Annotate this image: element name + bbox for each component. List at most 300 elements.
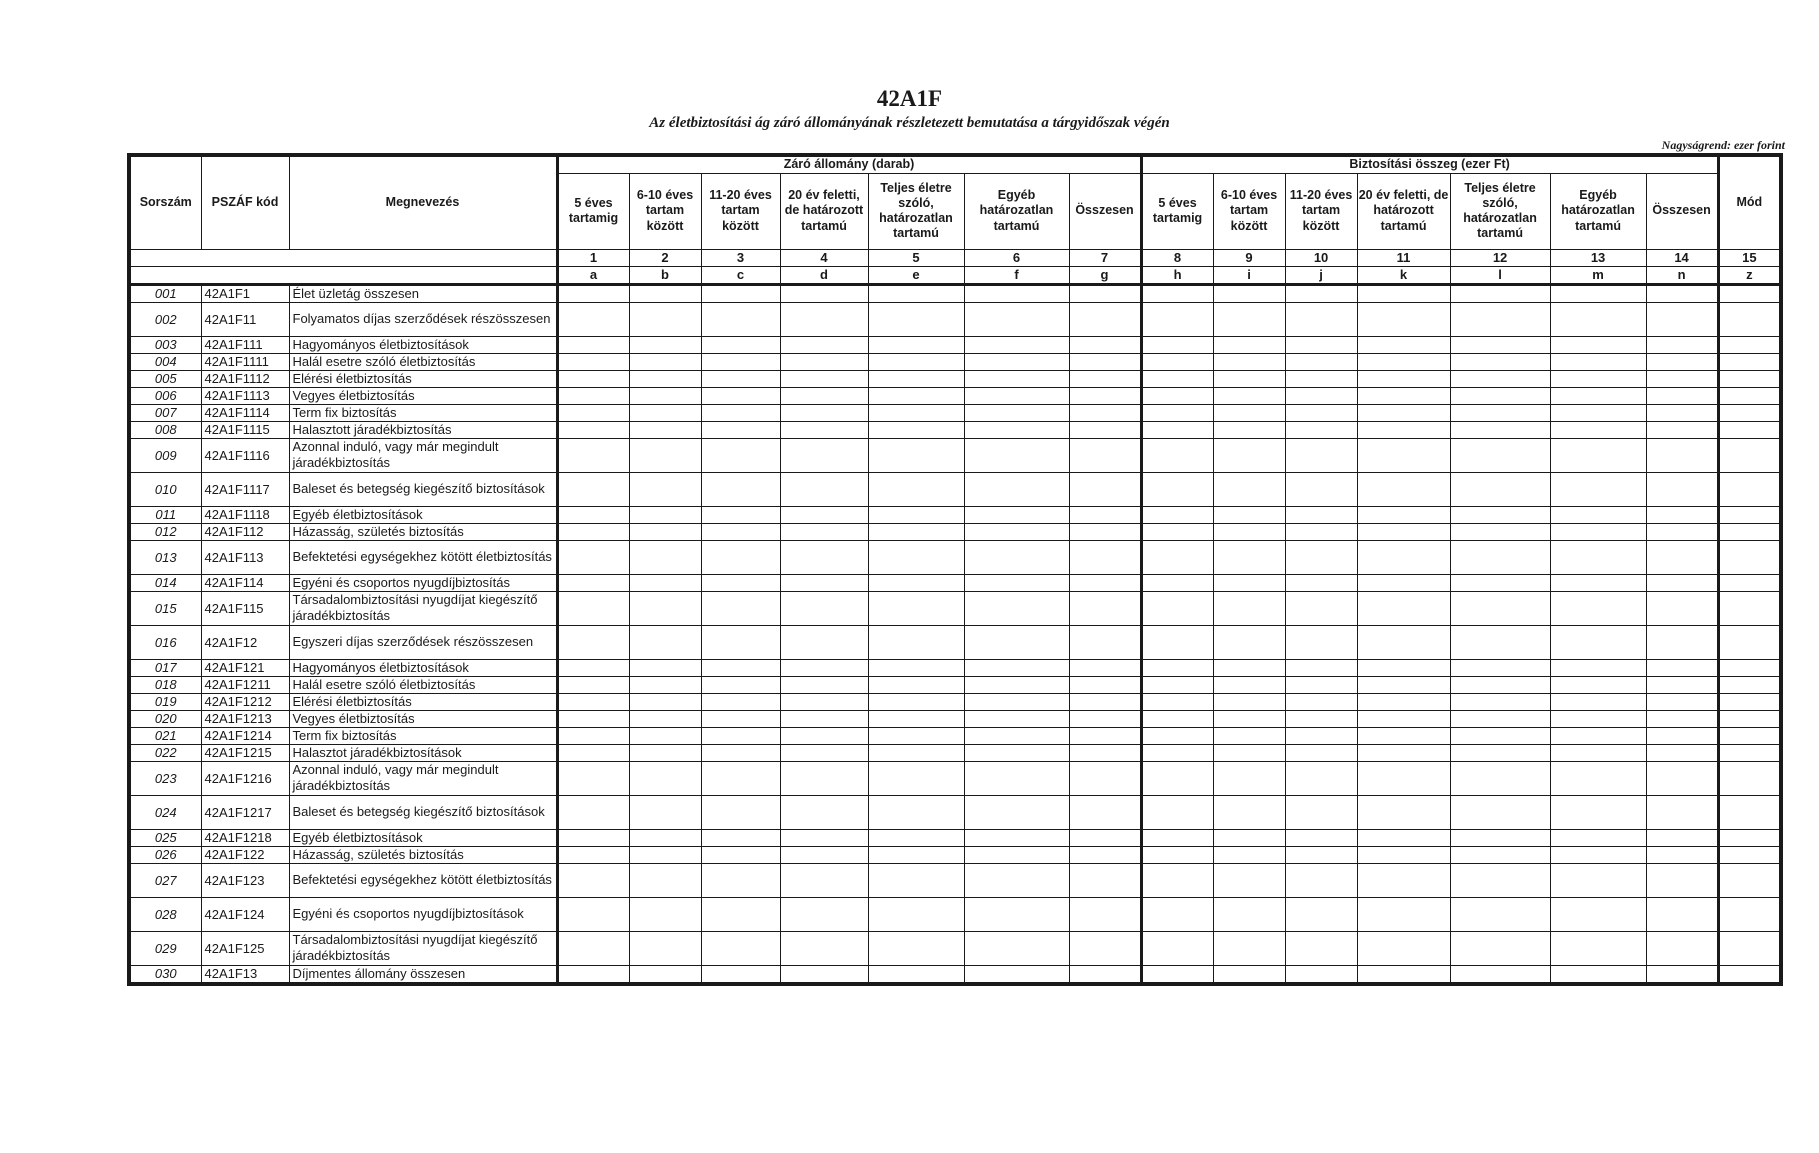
value-cell[interactable] (629, 659, 701, 676)
value-cell[interactable] (1718, 846, 1781, 863)
value-cell[interactable] (557, 676, 629, 693)
value-cell[interactable] (1285, 897, 1357, 931)
value-cell[interactable] (557, 897, 629, 931)
value-cell[interactable] (629, 353, 701, 370)
value-cell[interactable] (1550, 863, 1646, 897)
value-cell[interactable] (1718, 829, 1781, 846)
value-cell[interactable] (1357, 863, 1450, 897)
value-cell[interactable] (701, 693, 780, 710)
value-cell[interactable] (1718, 727, 1781, 744)
value-cell[interactable] (1357, 421, 1450, 438)
value-cell[interactable] (1285, 353, 1357, 370)
value-cell[interactable] (868, 404, 964, 421)
value-cell[interactable] (557, 472, 629, 506)
value-cell[interactable] (1550, 387, 1646, 404)
value-cell[interactable] (1141, 404, 1213, 421)
value-cell[interactable] (868, 863, 964, 897)
value-cell[interactable] (1450, 387, 1550, 404)
value-cell[interactable] (557, 421, 629, 438)
value-cell[interactable] (780, 863, 868, 897)
value-cell[interactable] (701, 523, 780, 540)
value-cell[interactable] (1718, 591, 1781, 625)
value-cell[interactable] (1213, 472, 1285, 506)
value-cell[interactable] (1213, 965, 1285, 984)
value-cell[interactable] (1646, 744, 1718, 761)
value-cell[interactable] (1450, 761, 1550, 795)
value-cell[interactable] (964, 284, 1069, 302)
value-cell[interactable] (1285, 625, 1357, 659)
value-cell[interactable] (780, 846, 868, 863)
value-cell[interactable] (701, 336, 780, 353)
value-cell[interactable] (1285, 574, 1357, 591)
value-cell[interactable] (1213, 693, 1285, 710)
value-cell[interactable] (868, 472, 964, 506)
value-cell[interactable] (1718, 574, 1781, 591)
value-cell[interactable] (1285, 846, 1357, 863)
value-cell[interactable] (1357, 370, 1450, 387)
value-cell[interactable] (701, 897, 780, 931)
value-cell[interactable] (1450, 302, 1550, 336)
value-cell[interactable] (1646, 302, 1718, 336)
value-cell[interactable] (780, 829, 868, 846)
value-cell[interactable] (1718, 693, 1781, 710)
value-cell[interactable] (629, 676, 701, 693)
value-cell[interactable] (1285, 540, 1357, 574)
value-cell[interactable] (1069, 506, 1141, 523)
value-cell[interactable] (1069, 336, 1141, 353)
value-cell[interactable] (1646, 506, 1718, 523)
value-cell[interactable] (1718, 387, 1781, 404)
value-cell[interactable] (1450, 693, 1550, 710)
value-cell[interactable] (1141, 574, 1213, 591)
value-cell[interactable] (1550, 370, 1646, 387)
value-cell[interactable] (557, 370, 629, 387)
value-cell[interactable] (1646, 710, 1718, 727)
value-cell[interactable] (1213, 284, 1285, 302)
value-cell[interactable] (557, 387, 629, 404)
value-cell[interactable] (868, 795, 964, 829)
value-cell[interactable] (780, 438, 868, 472)
value-cell[interactable] (1718, 744, 1781, 761)
value-cell[interactable] (701, 574, 780, 591)
value-cell[interactable] (701, 302, 780, 336)
value-cell[interactable] (780, 795, 868, 829)
value-cell[interactable] (868, 625, 964, 659)
value-cell[interactable] (1646, 829, 1718, 846)
value-cell[interactable] (1069, 404, 1141, 421)
value-cell[interactable] (1550, 574, 1646, 591)
value-cell[interactable] (1285, 438, 1357, 472)
value-cell[interactable] (964, 897, 1069, 931)
value-cell[interactable] (1213, 710, 1285, 727)
value-cell[interactable] (1213, 404, 1285, 421)
value-cell[interactable] (1357, 387, 1450, 404)
value-cell[interactable] (629, 540, 701, 574)
value-cell[interactable] (1357, 591, 1450, 625)
value-cell[interactable] (1069, 829, 1141, 846)
value-cell[interactable] (1718, 472, 1781, 506)
value-cell[interactable] (629, 846, 701, 863)
value-cell[interactable] (868, 727, 964, 744)
value-cell[interactable] (780, 387, 868, 404)
value-cell[interactable] (1450, 336, 1550, 353)
value-cell[interactable] (868, 931, 964, 965)
value-cell[interactable] (1213, 540, 1285, 574)
value-cell[interactable] (557, 710, 629, 727)
value-cell[interactable] (701, 540, 780, 574)
value-cell[interactable] (1646, 574, 1718, 591)
value-cell[interactable] (964, 795, 1069, 829)
value-cell[interactable] (1550, 795, 1646, 829)
value-cell[interactable] (557, 336, 629, 353)
value-cell[interactable] (1718, 965, 1781, 984)
value-cell[interactable] (1141, 353, 1213, 370)
value-cell[interactable] (701, 795, 780, 829)
value-cell[interactable] (1285, 336, 1357, 353)
value-cell[interactable] (557, 829, 629, 846)
value-cell[interactable] (868, 336, 964, 353)
value-cell[interactable] (1141, 659, 1213, 676)
value-cell[interactable] (1213, 625, 1285, 659)
value-cell[interactable] (1141, 965, 1213, 984)
value-cell[interactable] (1646, 284, 1718, 302)
value-cell[interactable] (1213, 370, 1285, 387)
value-cell[interactable] (629, 438, 701, 472)
value-cell[interactable] (701, 727, 780, 744)
value-cell[interactable] (1069, 523, 1141, 540)
value-cell[interactable] (1550, 965, 1646, 984)
value-cell[interactable] (1141, 387, 1213, 404)
value-cell[interactable] (1357, 965, 1450, 984)
value-cell[interactable] (1718, 370, 1781, 387)
value-cell[interactable] (868, 421, 964, 438)
value-cell[interactable] (1069, 846, 1141, 863)
value-cell[interactable] (1646, 761, 1718, 795)
value-cell[interactable] (1285, 795, 1357, 829)
value-cell[interactable] (780, 404, 868, 421)
value-cell[interactable] (1450, 625, 1550, 659)
value-cell[interactable] (780, 284, 868, 302)
value-cell[interactable] (868, 846, 964, 863)
value-cell[interactable] (1069, 965, 1141, 984)
value-cell[interactable] (1450, 353, 1550, 370)
value-cell[interactable] (629, 931, 701, 965)
value-cell[interactable] (780, 676, 868, 693)
value-cell[interactable] (1718, 302, 1781, 336)
value-cell[interactable] (1069, 421, 1141, 438)
value-cell[interactable] (1646, 863, 1718, 897)
value-cell[interactable] (780, 591, 868, 625)
value-cell[interactable] (1646, 727, 1718, 744)
value-cell[interactable] (964, 676, 1069, 693)
value-cell[interactable] (557, 846, 629, 863)
value-cell[interactable] (1718, 710, 1781, 727)
value-cell[interactable] (780, 761, 868, 795)
value-cell[interactable] (1646, 693, 1718, 710)
value-cell[interactable] (868, 506, 964, 523)
value-cell[interactable] (1213, 506, 1285, 523)
value-cell[interactable] (1069, 302, 1141, 336)
value-cell[interactable] (1646, 676, 1718, 693)
value-cell[interactable] (1141, 846, 1213, 863)
value-cell[interactable] (1213, 795, 1285, 829)
value-cell[interactable] (1550, 506, 1646, 523)
value-cell[interactable] (1213, 659, 1285, 676)
value-cell[interactable] (557, 659, 629, 676)
value-cell[interactable] (629, 336, 701, 353)
value-cell[interactable] (1285, 370, 1357, 387)
value-cell[interactable] (1718, 931, 1781, 965)
value-cell[interactable] (1357, 710, 1450, 727)
value-cell[interactable] (868, 744, 964, 761)
value-cell[interactable] (1141, 506, 1213, 523)
value-cell[interactable] (557, 744, 629, 761)
value-cell[interactable] (1450, 404, 1550, 421)
value-cell[interactable] (964, 829, 1069, 846)
value-cell[interactable] (1550, 404, 1646, 421)
value-cell[interactable] (1141, 761, 1213, 795)
value-cell[interactable] (557, 574, 629, 591)
value-cell[interactable] (868, 659, 964, 676)
value-cell[interactable] (780, 302, 868, 336)
value-cell[interactable] (701, 370, 780, 387)
value-cell[interactable] (1550, 744, 1646, 761)
value-cell[interactable] (780, 353, 868, 370)
value-cell[interactable] (1646, 523, 1718, 540)
value-cell[interactable] (964, 846, 1069, 863)
value-cell[interactable] (1213, 591, 1285, 625)
value-cell[interactable] (1213, 863, 1285, 897)
value-cell[interactable] (1718, 761, 1781, 795)
value-cell[interactable] (557, 965, 629, 984)
value-cell[interactable] (1141, 438, 1213, 472)
value-cell[interactable] (1213, 931, 1285, 965)
value-cell[interactable] (1285, 472, 1357, 506)
value-cell[interactable] (1550, 523, 1646, 540)
value-cell[interactable] (1141, 284, 1213, 302)
value-cell[interactable] (1285, 421, 1357, 438)
value-cell[interactable] (1069, 676, 1141, 693)
value-cell[interactable] (1141, 625, 1213, 659)
value-cell[interactable] (1141, 421, 1213, 438)
value-cell[interactable] (1357, 761, 1450, 795)
value-cell[interactable] (1357, 846, 1450, 863)
value-cell[interactable] (1069, 574, 1141, 591)
value-cell[interactable] (1213, 574, 1285, 591)
value-cell[interactable] (1069, 863, 1141, 897)
value-cell[interactable] (557, 540, 629, 574)
value-cell[interactable] (701, 846, 780, 863)
value-cell[interactable] (1213, 846, 1285, 863)
value-cell[interactable] (629, 387, 701, 404)
value-cell[interactable] (1069, 591, 1141, 625)
value-cell[interactable] (1450, 574, 1550, 591)
value-cell[interactable] (1285, 727, 1357, 744)
value-cell[interactable] (1646, 404, 1718, 421)
value-cell[interactable] (868, 693, 964, 710)
value-cell[interactable] (1213, 727, 1285, 744)
value-cell[interactable] (964, 625, 1069, 659)
value-cell[interactable] (964, 710, 1069, 727)
value-cell[interactable] (1141, 336, 1213, 353)
value-cell[interactable] (1718, 421, 1781, 438)
value-cell[interactable] (1550, 336, 1646, 353)
value-cell[interactable] (1285, 693, 1357, 710)
value-cell[interactable] (1718, 404, 1781, 421)
value-cell[interactable] (557, 761, 629, 795)
value-cell[interactable] (701, 931, 780, 965)
value-cell[interactable] (964, 370, 1069, 387)
value-cell[interactable] (1141, 744, 1213, 761)
value-cell[interactable] (1450, 727, 1550, 744)
value-cell[interactable] (780, 693, 868, 710)
value-cell[interactable] (1069, 727, 1141, 744)
value-cell[interactable] (1141, 523, 1213, 540)
value-cell[interactable] (780, 540, 868, 574)
value-cell[interactable] (1213, 387, 1285, 404)
value-cell[interactable] (964, 659, 1069, 676)
value-cell[interactable] (1213, 302, 1285, 336)
value-cell[interactable] (780, 574, 868, 591)
value-cell[interactable] (1718, 540, 1781, 574)
value-cell[interactable] (1550, 727, 1646, 744)
value-cell[interactable] (1069, 744, 1141, 761)
value-cell[interactable] (1646, 387, 1718, 404)
value-cell[interactable] (1450, 863, 1550, 897)
value-cell[interactable] (557, 523, 629, 540)
value-cell[interactable] (964, 574, 1069, 591)
value-cell[interactable] (1646, 846, 1718, 863)
value-cell[interactable] (964, 506, 1069, 523)
value-cell[interactable] (1069, 897, 1141, 931)
value-cell[interactable] (1213, 897, 1285, 931)
value-cell[interactable] (1357, 472, 1450, 506)
value-cell[interactable] (1141, 693, 1213, 710)
value-cell[interactable] (868, 284, 964, 302)
value-cell[interactable] (1069, 625, 1141, 659)
value-cell[interactable] (1357, 897, 1450, 931)
value-cell[interactable] (1069, 284, 1141, 302)
value-cell[interactable] (1450, 931, 1550, 965)
value-cell[interactable] (1357, 727, 1450, 744)
value-cell[interactable] (1285, 744, 1357, 761)
value-cell[interactable] (701, 744, 780, 761)
value-cell[interactable] (1718, 676, 1781, 693)
value-cell[interactable] (964, 693, 1069, 710)
value-cell[interactable] (1357, 574, 1450, 591)
value-cell[interactable] (557, 693, 629, 710)
value-cell[interactable] (1450, 829, 1550, 846)
value-cell[interactable] (1646, 659, 1718, 676)
value-cell[interactable] (701, 710, 780, 727)
value-cell[interactable] (1213, 336, 1285, 353)
value-cell[interactable] (1550, 302, 1646, 336)
value-cell[interactable] (964, 353, 1069, 370)
value-cell[interactable] (557, 625, 629, 659)
value-cell[interactable] (868, 353, 964, 370)
value-cell[interactable] (780, 931, 868, 965)
value-cell[interactable] (964, 404, 1069, 421)
value-cell[interactable] (868, 574, 964, 591)
value-cell[interactable] (1069, 540, 1141, 574)
value-cell[interactable] (1285, 302, 1357, 336)
value-cell[interactable] (701, 421, 780, 438)
value-cell[interactable] (1141, 591, 1213, 625)
value-cell[interactable] (868, 761, 964, 795)
value-cell[interactable] (1357, 353, 1450, 370)
value-cell[interactable] (868, 591, 964, 625)
value-cell[interactable] (629, 284, 701, 302)
value-cell[interactable] (964, 302, 1069, 336)
value-cell[interactable] (1357, 931, 1450, 965)
value-cell[interactable] (701, 761, 780, 795)
value-cell[interactable] (1718, 284, 1781, 302)
value-cell[interactable] (1550, 897, 1646, 931)
value-cell[interactable] (868, 438, 964, 472)
value-cell[interactable] (1646, 897, 1718, 931)
value-cell[interactable] (1550, 846, 1646, 863)
value-cell[interactable] (1357, 744, 1450, 761)
value-cell[interactable] (1450, 472, 1550, 506)
value-cell[interactable] (1450, 744, 1550, 761)
value-cell[interactable] (1550, 591, 1646, 625)
value-cell[interactable] (701, 863, 780, 897)
value-cell[interactable] (1141, 710, 1213, 727)
value-cell[interactable] (964, 744, 1069, 761)
value-cell[interactable] (1213, 744, 1285, 761)
value-cell[interactable] (868, 710, 964, 727)
value-cell[interactable] (1213, 829, 1285, 846)
value-cell[interactable] (557, 506, 629, 523)
value-cell[interactable] (701, 353, 780, 370)
value-cell[interactable] (701, 965, 780, 984)
value-cell[interactable] (1646, 931, 1718, 965)
value-cell[interactable] (780, 659, 868, 676)
value-cell[interactable] (1646, 336, 1718, 353)
value-cell[interactable] (557, 302, 629, 336)
value-cell[interactable] (629, 574, 701, 591)
value-cell[interactable] (557, 863, 629, 897)
value-cell[interactable] (1285, 931, 1357, 965)
value-cell[interactable] (1285, 591, 1357, 625)
value-cell[interactable] (1550, 540, 1646, 574)
value-cell[interactable] (1141, 931, 1213, 965)
value-cell[interactable] (1718, 438, 1781, 472)
value-cell[interactable] (1069, 659, 1141, 676)
value-cell[interactable] (1141, 897, 1213, 931)
value-cell[interactable] (1450, 591, 1550, 625)
value-cell[interactable] (1550, 829, 1646, 846)
value-cell[interactable] (964, 591, 1069, 625)
value-cell[interactable] (1285, 829, 1357, 846)
value-cell[interactable] (1450, 438, 1550, 472)
value-cell[interactable] (1646, 472, 1718, 506)
value-cell[interactable] (1213, 676, 1285, 693)
value-cell[interactable] (701, 591, 780, 625)
value-cell[interactable] (780, 744, 868, 761)
value-cell[interactable] (629, 965, 701, 984)
value-cell[interactable] (964, 540, 1069, 574)
value-cell[interactable] (701, 472, 780, 506)
value-cell[interactable] (964, 523, 1069, 540)
value-cell[interactable] (701, 659, 780, 676)
value-cell[interactable] (964, 727, 1069, 744)
value-cell[interactable] (1550, 472, 1646, 506)
value-cell[interactable] (1069, 438, 1141, 472)
value-cell[interactable] (1357, 540, 1450, 574)
value-cell[interactable] (1213, 353, 1285, 370)
value-cell[interactable] (780, 727, 868, 744)
